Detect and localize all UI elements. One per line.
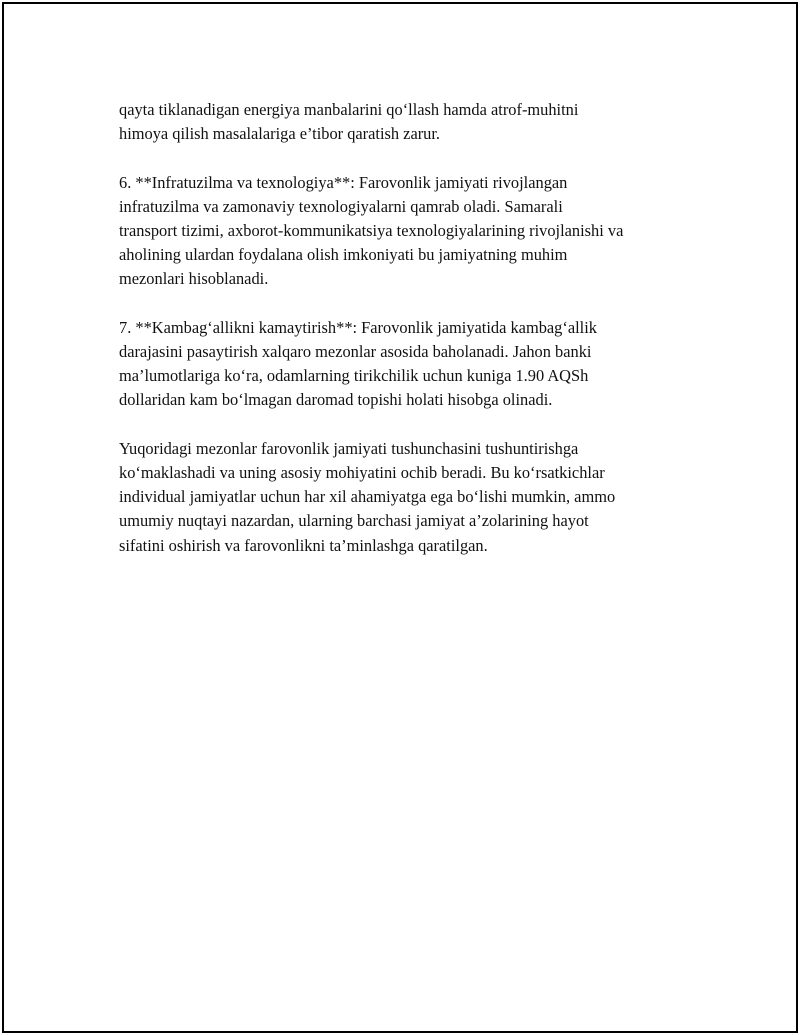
- paragraph-poverty-reduction: 7. **Kambag‘allikni kamaytirish**: Farovonlik jamiyatida kambag‘allik darajasini pasaytirish xalqaro mezonlar asosida baholanadi. Jahon banki ma’lumotlariga ko‘ra, odamlarning tirikchilik uchun kuniga 1.90 AQSh dollaridan kam bo‘lmagan daromad topishi holati hisobga olinadi.: [119, 317, 597, 410]
- document-body: [119, 98, 699, 582]
- document-page: [2, 2, 798, 1033]
- paragraph-environment-continuation: qayta tiklanadigan energiya manbalarini qo‘llash hamda atrof-muhitni himoya qilish masalalariga e’tibor qaratish zarur.: [119, 100, 579, 144]
- paragraph-conclusion: Yuqoridagi mezonlar farovonlik jamiyati tushunchasini tushuntirishga ko‘maklashadi va uning asosiy mohiyatini ochib beradi. Bu ko‘rsatkichlar individual jamiyatlar uchun har xil ahamiyatga ega bo‘lishi mumkin, ammo umumiy nuqtayi nazardan, ularning barchasi jamiyat a’zolarining hayot sifatini oshirish va farovonlikni ta’minlashga qaratilgan.: [119, 438, 616, 555]
- paragraph-infrastructure-technology: 6. **Infratuzilma va texnologiya**: Farovonlik jamiyati rivojlangan infratuzilma va zamonaviy texnologiyalarni qamrab oladi. Samarali transport tizimi, axborot-kommunikatsiya texnologiyalarining rivojlanishi va aholining ulardan foydalana olish imkoniyati bu jamiyatning muhim mezonlari hisoblanadi.: [119, 172, 624, 289]
